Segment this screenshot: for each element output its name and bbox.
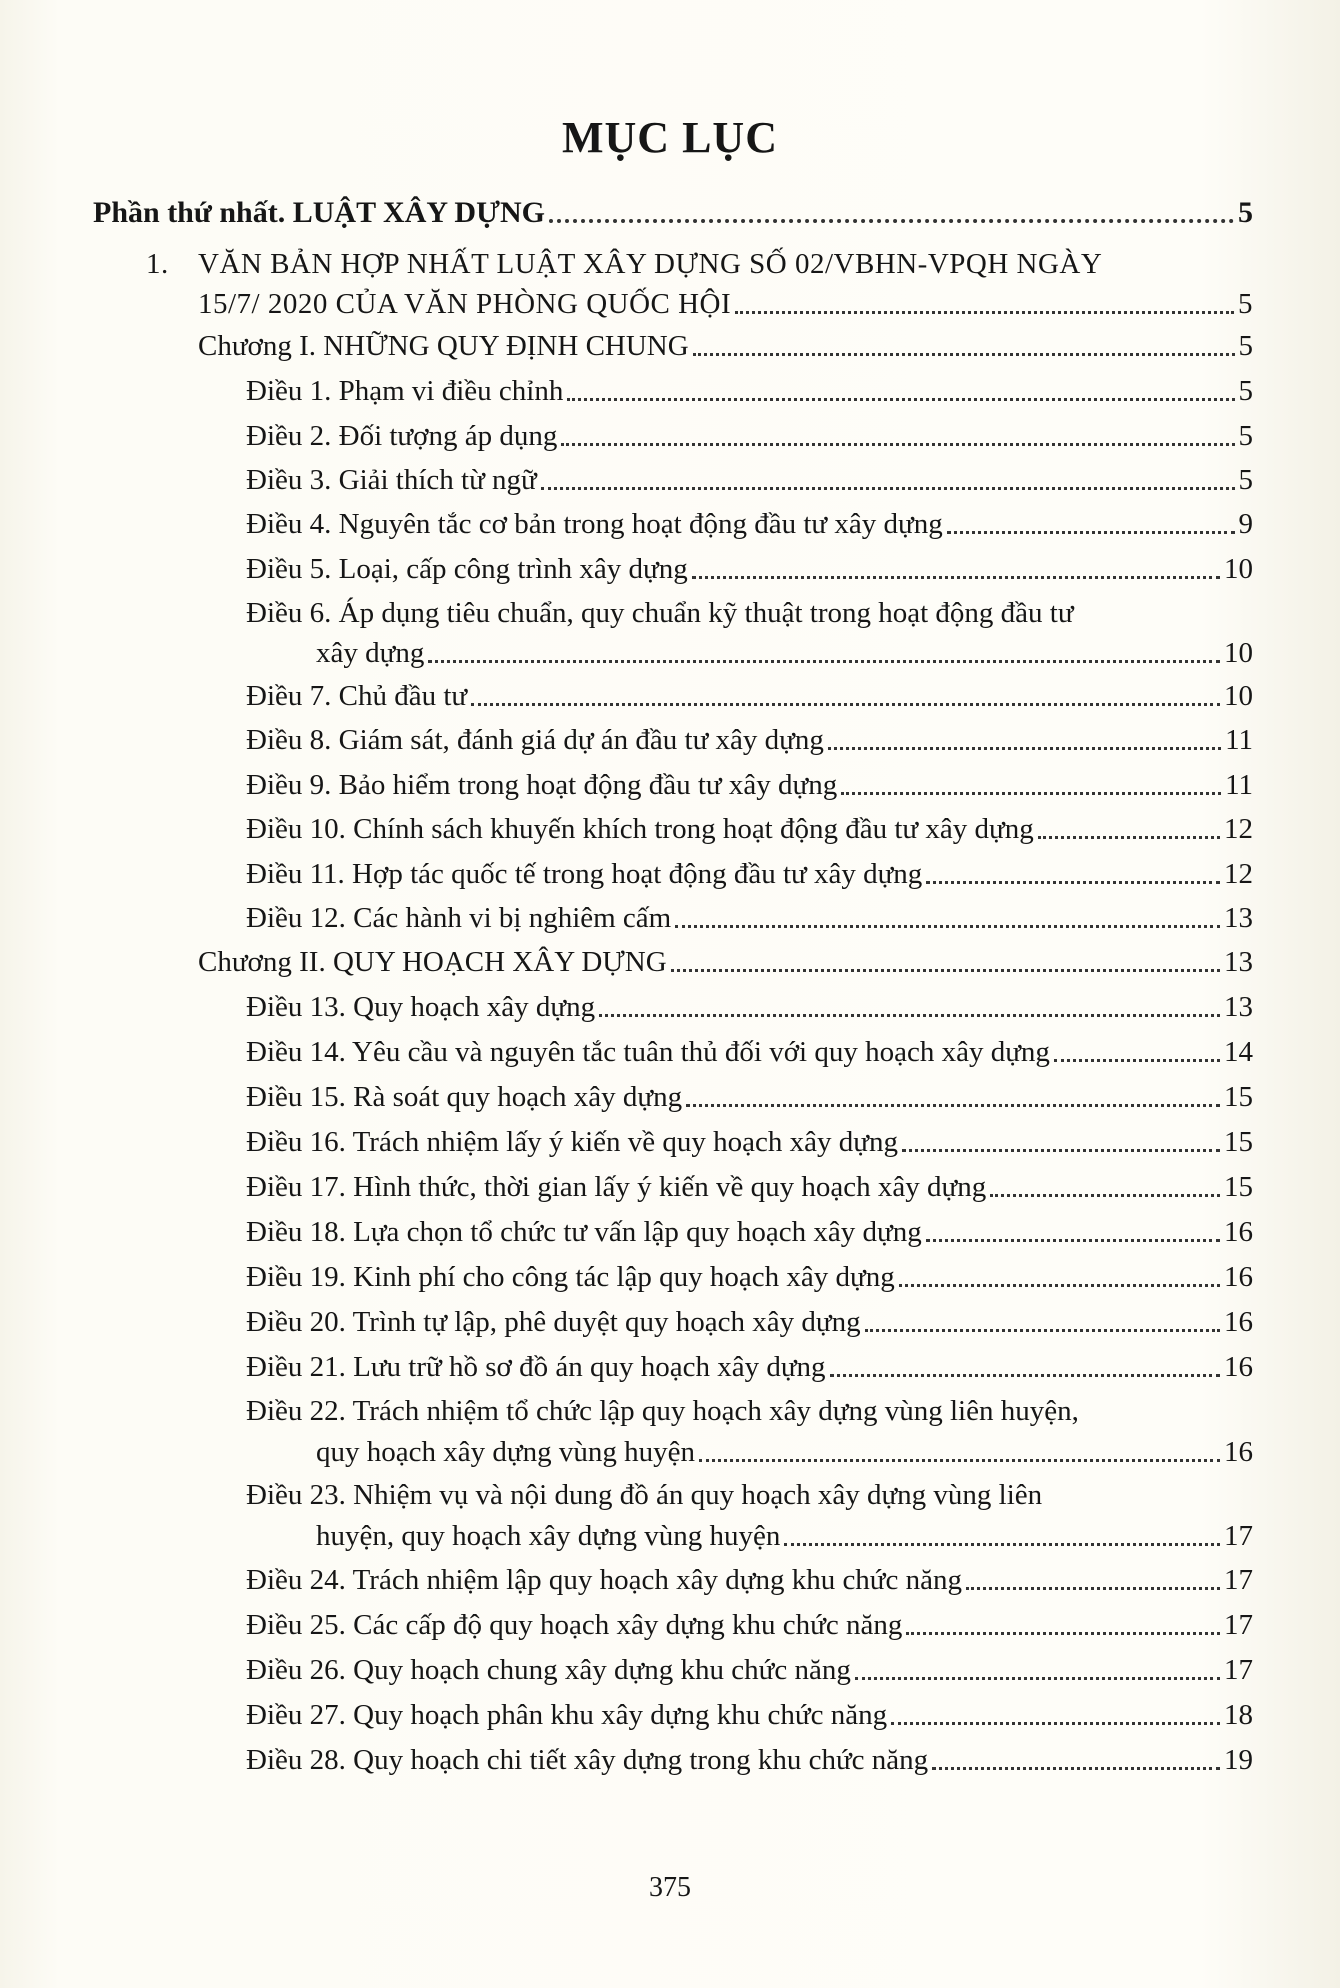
toc-entry-text: Điều 1. Phạm vi điều chỉnh [246, 375, 564, 407]
toc-article-text-line1: Điều 6. Áp dụng tiêu chuẩn, quy chuẩn kỹ thuật trong hoạt động đầu tư [246, 597, 1074, 629]
toc-article-entry [316, 637, 1253, 670]
toc-page-number: 18 [1224, 1699, 1253, 1731]
toc-article-entry [246, 1216, 1253, 1249]
toc-entry-text: Điều 3. Giải thích từ ngữ [246, 464, 537, 496]
toc-entry-text: Điều 18. Lựa chọn tổ chức tư vấn lập quy hoạch xây dựng [246, 1216, 922, 1248]
toc-entry-text: Điều 25. Các cấp độ quy hoạch xây dựng khu chức năng [246, 1609, 903, 1641]
toc-page-number: 17 [1224, 1564, 1253, 1596]
toc-page-number: 17 [1224, 1654, 1253, 1686]
toc-article-entry [246, 858, 1253, 891]
toc-article-entry [246, 508, 1253, 541]
dot-leader [692, 576, 1220, 579]
toc-entry-text: Điều 8. Giám sát, đánh giá dự án đầu tư xây dựng [246, 724, 824, 756]
toc-article-entry [246, 902, 1253, 935]
toc-page-number: 13 [1224, 946, 1253, 978]
toc-entry-text: Điều 7. Chủ đầu tư [246, 680, 468, 712]
toc-page-number: 19 [1224, 1744, 1253, 1776]
toc-entry-text: Điều 11. Hợp tác quốc tế trong hoạt động đầu tư xây dựng [246, 858, 923, 890]
dot-leader [599, 1014, 1220, 1017]
dot-leader [549, 219, 1234, 223]
toc-article-entry [246, 464, 1253, 497]
toc-page-number: 5 [1238, 288, 1253, 320]
toc-entry-text: xây dựng [316, 637, 425, 669]
section-number: 1. [146, 248, 169, 280]
toc-page-number: 14 [1224, 1036, 1253, 1068]
toc-article-entry [246, 1261, 1253, 1294]
toc-article-entry [246, 1564, 1253, 1597]
toc-article-entry [246, 680, 1253, 713]
toc-article-entry [246, 1171, 1253, 1204]
toc-page-number: 16 [1224, 1261, 1253, 1293]
dot-leader [899, 1284, 1220, 1287]
toc-entry-text: Điều 24. Trách nhiệm lập quy hoạch xây dựng khu chức năng [246, 1564, 963, 1596]
toc-article-entry [246, 1699, 1253, 1732]
toc-page-number: 5 [1238, 196, 1253, 229]
toc-article-entry [246, 769, 1253, 802]
toc-page-number: 10 [1224, 637, 1253, 669]
toc-part-entry [93, 196, 1253, 230]
toc-article-entry [246, 1306, 1253, 1339]
toc-article-entry [316, 1520, 1253, 1553]
toc-article-entry [246, 1351, 1253, 1384]
toc-page-number: 10 [1224, 553, 1253, 585]
toc-entry-text: Điều 17. Hình thức, thời gian lấy ý kiến về quy hoạch xây dựng [246, 1171, 987, 1203]
toc-chapter-entry [198, 946, 1253, 979]
dot-leader [828, 747, 1221, 750]
dot-leader [932, 1767, 1220, 1770]
toc-article-entry [246, 813, 1253, 846]
toc-page-number: 12 [1224, 858, 1253, 890]
toc-article-entry [316, 1436, 1253, 1469]
dot-leader [906, 1632, 1220, 1635]
toc-article-entry [246, 991, 1253, 1024]
dot-leader [561, 443, 1234, 446]
toc-chapter-entry [198, 330, 1253, 363]
toc-entry-text: Điều 21. Lưu trữ hồ sơ đồ án quy hoạch xây dựng [246, 1351, 826, 1383]
dot-leader [926, 1239, 1220, 1242]
toc-article-text-line1: Điều 22. Trách nhiệm tổ chức lập quy hoạch xây dựng vùng liên huyện, [246, 1395, 1079, 1427]
toc-page-number: 11 [1225, 724, 1253, 756]
dot-leader [471, 703, 1220, 706]
dot-leader [891, 1722, 1220, 1725]
toc-page-number: 15 [1224, 1081, 1253, 1113]
toc-page-number: 13 [1224, 991, 1253, 1023]
toc-entry-text: Điều 10. Chính sách khuyến khích trong hoạt động đầu tư xây dựng [246, 813, 1034, 845]
dot-leader [693, 353, 1235, 356]
toc-entry-text: quy hoạch xây dựng vùng huyện [316, 1436, 695, 1468]
toc-section-title-line1: VĂN BẢN HỢP NHẤT LUẬT XÂY DỰNG SỐ 02/VBHN-VPQH NGÀY [198, 248, 1103, 280]
dot-leader [686, 1104, 1220, 1107]
dot-leader [865, 1329, 1220, 1332]
toc-page-number: 16 [1224, 1306, 1253, 1338]
toc-entry-text: Điều 9. Bảo hiểm trong hoạt động đầu tư xây dựng [246, 769, 838, 801]
toc-page-number: 16 [1224, 1216, 1253, 1248]
page-title: MỤC LỤC [562, 113, 778, 162]
dot-leader [541, 487, 1235, 490]
dot-leader [841, 792, 1221, 795]
toc-entry-text: Điều 13. Quy hoạch xây dựng [246, 991, 596, 1023]
toc-entry-text: Điều 12. Các hành vi bị nghiêm cấm [246, 902, 672, 934]
toc-page-number: 16 [1224, 1436, 1253, 1468]
dot-leader [699, 1459, 1220, 1462]
dot-leader [1054, 1059, 1220, 1062]
dot-leader [990, 1194, 1220, 1197]
dot-leader [902, 1149, 1220, 1152]
dot-leader [735, 311, 1234, 314]
toc-article-entry [246, 1744, 1253, 1777]
toc-entry-text: Điều 28. Quy hoạch chi tiết xây dựng trong khu chức năng [246, 1744, 929, 1776]
toc-page-number: 12 [1224, 813, 1253, 845]
toc-entry-text: Điều 19. Kinh phí cho công tác lập quy hoạch xây dựng [246, 1261, 895, 1293]
toc-page-number: 16 [1224, 1351, 1253, 1383]
toc-article-entry [246, 420, 1253, 453]
toc-entry-text: Chương I. NHỮNG QUY ĐỊNH CHUNG [198, 330, 689, 362]
toc-page-number: 17 [1224, 1609, 1253, 1641]
toc-page-number: 15 [1224, 1171, 1253, 1203]
toc-entry-text: Điều 2. Đối tượng áp dụng [246, 420, 558, 452]
toc-entry-text: Chương II. QUY HOẠCH XÂY DỰNG [198, 946, 667, 978]
dot-leader [926, 881, 1220, 884]
dot-leader [675, 925, 1220, 928]
page-number-footer: 375 [649, 1872, 691, 1903]
dot-leader [855, 1677, 1220, 1680]
toc-page-number: 10 [1224, 680, 1253, 712]
toc-page-number: 17 [1224, 1520, 1253, 1552]
dot-leader [784, 1543, 1220, 1546]
dot-leader [1038, 836, 1220, 839]
toc-entry-text: Điều 14. Yêu cầu và nguyên tắc tuân thủ đối với quy hoạch xây dựng [246, 1036, 1050, 1068]
toc-entry-text: Điều 15. Rà soát quy hoạch xây dựng [246, 1081, 683, 1113]
toc-article-entry [246, 724, 1253, 757]
toc-entry-text: Điều 27. Quy hoạch phân khu xây dựng khu chức năng [246, 1699, 888, 1731]
toc-article-entry [246, 1036, 1253, 1069]
toc-page-number: 11 [1225, 769, 1253, 801]
toc-article-entry [246, 1609, 1253, 1642]
toc-page-number: 13 [1224, 902, 1253, 934]
toc-page-number: 5 [1238, 464, 1253, 496]
toc-article-entry [246, 553, 1253, 586]
toc-section-entry [198, 288, 1253, 321]
toc-entry-text: 15/7/ 2020 CỦA VĂN PHÒNG QUỐC HỘI [198, 288, 732, 320]
toc-entry-text: Điều 16. Trách nhiệm lấy ý kiến về quy hoạch xây dựng [246, 1126, 898, 1158]
dot-leader [947, 531, 1235, 534]
toc-entry-text: Phần thứ nhất. LUẬT XÂY DỰNG [93, 196, 545, 229]
toc-entry-text: Điều 26. Quy hoạch chung xây dựng khu chức năng [246, 1654, 851, 1686]
toc-page-number: 15 [1224, 1126, 1253, 1158]
dot-leader [671, 969, 1220, 972]
toc-entry-text: Điều 20. Trình tự lập, phê duyệt quy hoạch xây dựng [246, 1306, 861, 1338]
dot-leader [567, 398, 1234, 401]
toc-page-number: 5 [1238, 330, 1253, 362]
toc-article-entry [246, 1654, 1253, 1687]
dot-leader [428, 660, 1220, 663]
toc-page-number: 5 [1238, 375, 1253, 407]
toc-page-number: 9 [1238, 508, 1253, 540]
toc-article-entry [246, 1126, 1253, 1159]
toc-article-text-line1: Điều 23. Nhiệm vụ và nội dung đồ án quy hoạch xây dựng vùng liên [246, 1479, 1043, 1511]
toc-article-entry [246, 1081, 1253, 1114]
dot-leader [830, 1374, 1220, 1377]
toc-entry-text: Điều 4. Nguyên tắc cơ bản trong hoạt động đầu tư xây dựng [246, 508, 943, 540]
toc-article-entry [246, 375, 1253, 408]
dot-leader [966, 1587, 1220, 1590]
toc-entry-text: Điều 5. Loại, cấp công trình xây dựng [246, 553, 688, 585]
toc-entry-text: huyện, quy hoạch xây dựng vùng huyện [316, 1520, 781, 1552]
toc-page-number: 5 [1238, 420, 1253, 452]
